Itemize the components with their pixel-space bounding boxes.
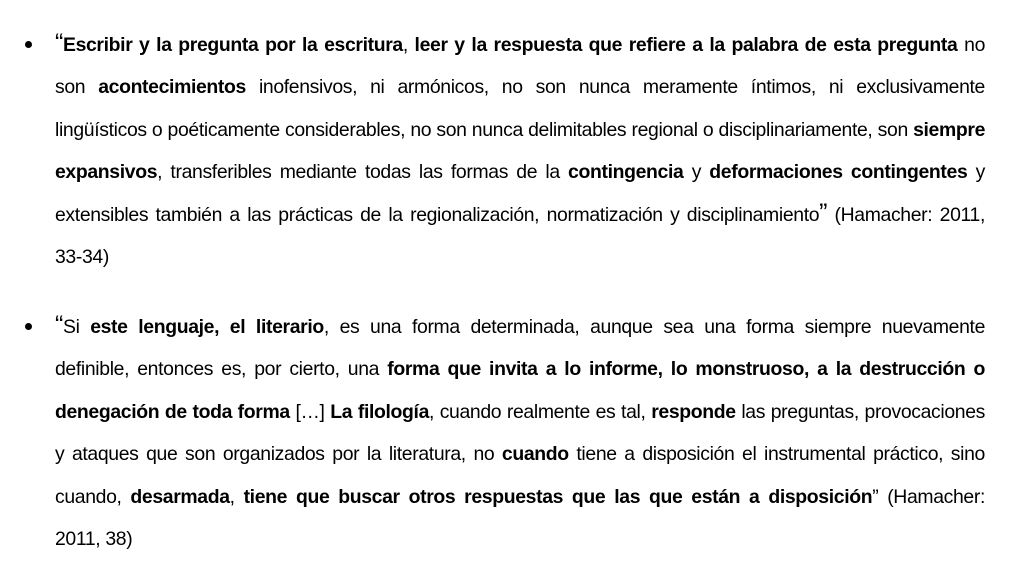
text-run: tiene a disposición el instrumental práctico, sino cuando, [55,443,985,508]
text-run: , transferibles mediante todas las formas de la [157,161,569,184]
bold-text: responde [651,400,736,423]
text-run: (Hamacher: 2011, 33-34) [55,203,985,269]
bold-text: siempre expansivos [55,118,985,184]
text-run: , [402,34,415,56]
bold-text: este lenguaje, el literario [90,316,324,338]
bold-text: Escribir y la pregunta por la escritura [62,34,403,56]
text-run: […] [289,400,331,423]
bold-text: tiene que buscar otros respuestas que las que están a disposición [243,485,873,508]
text-run: inofensivos, ni armónicos, no son nunca meramente íntimos, ni exclusivamente lingüísticos o poéticamente considerables, no son nunca delimitables regional o disciplinariamente, son [55,76,985,141]
text-run: Si [62,316,91,338]
bullet-dot-icon [25,323,32,330]
bold-text: contingencia [568,161,684,184]
bold-text: desarmada [130,485,230,508]
text-run: y [683,161,710,184]
bold-text: cuando [501,443,569,466]
quote-mark: “ [55,29,63,57]
quote-paragraph [55,306,985,560]
text-run: , [229,485,244,508]
quote-mark: “ [55,311,63,339]
text-run: ” (Hamacher: 2011, 38) [55,485,985,551]
text-run: , es una forma determinada, aunque sea una forma siempre nuevamente definible, entonces es, por cierto, una [55,316,985,381]
quote-mark: ” [819,198,828,227]
text-run: y extensibles también a las prácticas de la regionalización, normatización y disciplinamiento [55,161,985,226]
bold-text: forma que invita a lo informe, lo monstruoso, a la destrucción o denegación de toda forma [55,358,985,423]
text-run: no son [55,34,985,99]
bold-text: deformaciones contingentes [709,161,968,184]
bullet-dot-icon [25,41,32,48]
bold-text: La filología [330,400,430,423]
bold-text: acontecimientos [98,76,246,99]
bold-text: leer y la respuesta que refiere a la palabra de esta pregunta [414,34,958,56]
text-run: las preguntas, provocaciones y ataques que son organizados por la literatura, no [55,400,985,466]
text-run: , cuando realmente es tal, [429,400,652,423]
quote-paragraph [55,24,985,278]
